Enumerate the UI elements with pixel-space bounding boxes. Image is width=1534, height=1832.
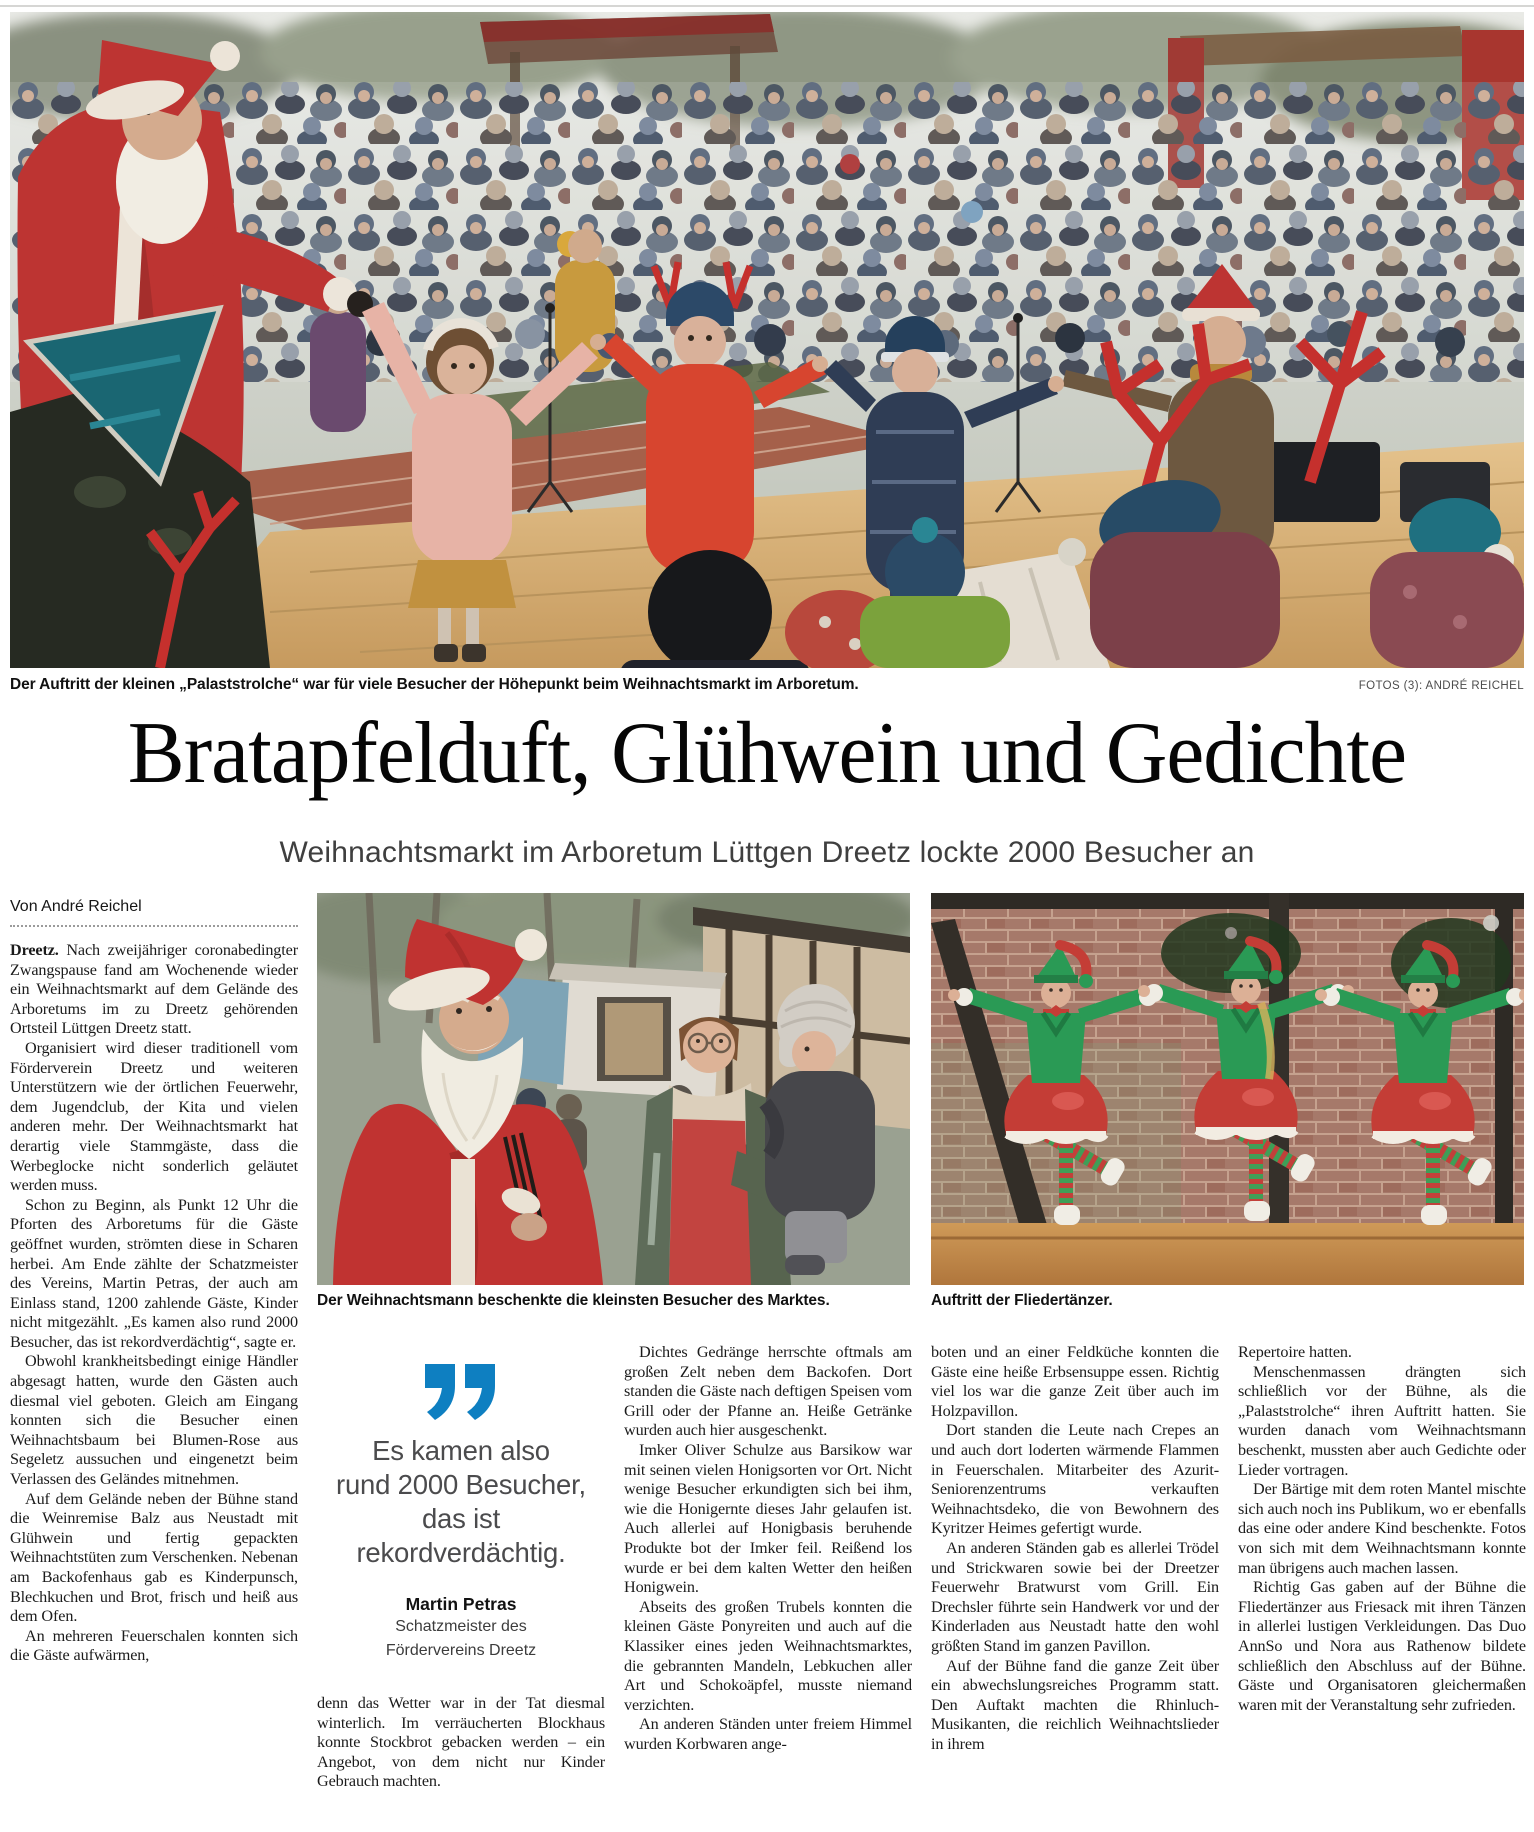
paragraph: Der Bärtige mit dem roten Mantel mischte sich auch noch ins Publikum, wo er ebenfalls das eine oder andere Kind beschenkte. Fotos von sich mit dem Weihnachtsmann konnte man übrigens auch machen lassen. [1238, 1480, 1526, 1577]
byline: Von André Reichel [10, 898, 142, 915]
pull-quote-line: das ist [421, 1503, 501, 1534]
santa-photo [317, 893, 910, 1285]
headline-text: Bratapfelduft, Glühwein und Gedichte [127, 705, 1407, 802]
article-column-2 [317, 1694, 605, 1832]
santa-photo-caption: Der Weihnachtsmann beschenkte die kleinsten Besucher des Marktes. [317, 1292, 830, 1309]
paragraph-text: Nach zweijähriger coronabedingter Zwangspause fand am Wochenende wieder ein Weihnachtsmarkt auf dem Gelände des Arboretums im zu Dreetz gehörenden Ortsteil Lüttgen Dreetz statt. [10, 941, 298, 1038]
headline [0, 705, 1534, 802]
paragraph: Dichtes Gedränge herrschte oftmals am großen Zelt neben dem Backofen. Dort standen die Gäste nach deftigen Speisen vom Grill oder der Pfanne an. Heiße Getränke wurden auch hier ausgeschenkt. [624, 1343, 912, 1440]
article-column-1 [10, 941, 298, 1829]
stage-floor [931, 1223, 1524, 1285]
paragraph: Repertoire hatten. [1238, 1343, 1352, 1361]
paragraph: Obwohl krankheitsbedingt einige Händler abgesagt hatten, wurde den Gästen auch diesmal viel geboten. Gleich am Eingang konnten sich die Besucher einen Weihnachtsbaum bei Blumen-Rose aus Segeletz aussuchen und eingenetzt beim Verlassen des Geländes mitnehmen. [10, 1352, 298, 1489]
pull-quote [317, 1364, 605, 1663]
paragraph: An anderen Ständen gab es allerlei Trödel und Strickwaren sowie bei der Dreetzer Feuerwehr Bratwurst vom Grill. Ein Drechsler führte sein Handwerk vor und der Kinderladen aus Neustadt hatte den wohl größten Stand im ganzen Pavillon. [931, 1538, 1219, 1655]
paragraph: boten und an einer Feldküche konnten die Gäste eine heiße Erbsensuppe essen. Richtig viel los war die ganze Zeit über auch im Holzpavillon. [931, 1343, 1219, 1420]
closing-double-quote-icon [425, 1364, 497, 1420]
paragraph: Richtig Gas gaben auf der Bühne die Fliedertänzer aus Friesack mit ihren Tänzen in allerlei lustigen Verkleidungen. Das Duo AnnSo und Nora aus Rathenow bildete schließlich den Abschluss auf der Bühne. Gäste und Organisatoren gleichermaßen waren mit der Veranstaltung sehr zufrieden. [1238, 1578, 1526, 1714]
pull-quote-line: rekordverdächtig. [356, 1537, 566, 1568]
byline-rule [10, 925, 298, 927]
paragraph: denn das Wetter war in der Tat diesmal winterlich. Im verräucherten Blockhaus konnte Stockbrot gebacken werden – ein Angebot, von dem nicht nur Kinder Gebrauch machten. [317, 1694, 605, 1791]
top-photo-image [10, 12, 1524, 668]
subheadline: Weihnachtsmarkt im Arboretum Lüttgen Dreetz lockte 2000 Besucher an [279, 836, 1255, 869]
pull-quote-role: Schatzmeister des [395, 1618, 527, 1635]
paragraph: Menschenmassen drängten sich schließlich vor der Bühne, als die „Palaststrolche“ ihren Auftritt hatten. Sie wurden danach vom Weihnachtsmann beschenkt, mussten aber auch Gedichte oder Lieder vortragen. [1238, 1362, 1526, 1479]
top-photo-caption: Der Auftritt der kleinen „Palaststrolche“ war für viele Besucher der Höhepunkt beim Weihnachtsmarkt im Arboretum. [10, 676, 859, 693]
dancers-photo-image [931, 893, 1524, 1285]
paragraph: Imker Oliver Schulze aus Barsikow war mit seinen vielen Honigsorten vor Ort. Nicht wenige Besucher erkundigten sich bei ihm, wie die Honigernte dieses Jahr gelaufen ist. Auch allerlei auf Honigbasis beruhende Produkte bot der Imker feil. Reißend los wurde er bei dem kalten Wetter den heißen Honigwein. [624, 1440, 912, 1597]
paragraph: Schon zu Beginn, als Punkt 12 Uhr die Pforten des Arboretums für die Gäste geöffnet wurden, strömten diese in Scharen herbei. Am Ende zählte der Schatzmeister des Vereins, Martin Petras, der auch am Einlass stand, 1200 zahlende Gäste, Kinder nicht mitgezählt. „Es kamen also rund 2000 Besucher, das ist rekordverdächtig“, sagte er. [10, 1195, 298, 1351]
article-column-3 [624, 1343, 912, 1832]
paragraph: An anderen Ständen unter freiem Himmel wurden Korbwaren ange- [624, 1715, 912, 1753]
pull-quote-author: Martin Petras [405, 1594, 517, 1614]
top-photo-caption-row [10, 676, 1524, 694]
paragraph-lead [10, 941, 298, 1039]
pull-quote-role: Fördervereins Dreetz [385, 1642, 537, 1659]
santa-photo-image [317, 893, 910, 1285]
paragraph: Auf dem Gelände neben der Bühne stand die Weinremise Balz aus Neustadt mit Glühwein und fertig gepackten Weihnachtstüten zum Verschenken. Nebenan am Backofenhaus gab es Kinderpunsch, Blechkuchen und Brot, frisch und heiß aus dem Ofen. [10, 1489, 298, 1626]
dateline: Dreetz. [10, 941, 59, 959]
article-column-5 [1238, 1343, 1526, 1832]
dancers-photo-caption: Auftritt der Fliedertänzer. [931, 1292, 1113, 1309]
photo-credit: FOTOS (3): ANDRÉ REICHEL [1358, 680, 1524, 692]
paragraph: Organisiert wird dieser traditionell vom Förderverein Dreetz und weiteren Unterstützern wie der örtlichen Feuerwehr, dem Jugendclub, der Kita und vielen anderen mehr. Der Weihnachtsmarkt hat derartig viele Stammgäste, dass die Werbeglocke nicht sonderlich geläutet werden muss. [10, 1038, 298, 1195]
paragraph: An mehreren Feuerschalen konnten sich die Gäste aufwärmen, [10, 1626, 298, 1665]
pull-quote-line: Es kamen also [372, 1435, 550, 1466]
article-column-4 [931, 1343, 1219, 1832]
paragraph: Auf der Bühne fand die ganze Zeit über ein abwechslungsreiches Programm statt. Den Auftakt machten die Rhinluch-Musikanten, die reichlich Weihnachtslieder in ihrem [931, 1656, 1219, 1753]
pull-quote-line: rund 2000 Besucher, [336, 1469, 586, 1500]
dancers-photo [931, 893, 1524, 1285]
page-top-rule [0, 5, 1534, 7]
top-photo [10, 12, 1524, 668]
paragraph: Dort standen die Leute nach Crepes an und auch dort loderten wärmende Flammen in Feuerschalen. Mitarbeiter des Azurit-Seniorenzentrums verkauften Weihnachtsdeko, die von Bewohnern des Kyritzer Heimes gefertigt wurde. [931, 1421, 1219, 1538]
paragraph: Abseits des großen Trubels konnten die kleinen Gäste Ponyreiten und auch auf die Klassiker eines jeden Weihnachtsmarktes, die gebrannten Mandeln, Lebkuchen aller Art und Schokoäpfel, musste niemand verzichten. [624, 1597, 912, 1714]
